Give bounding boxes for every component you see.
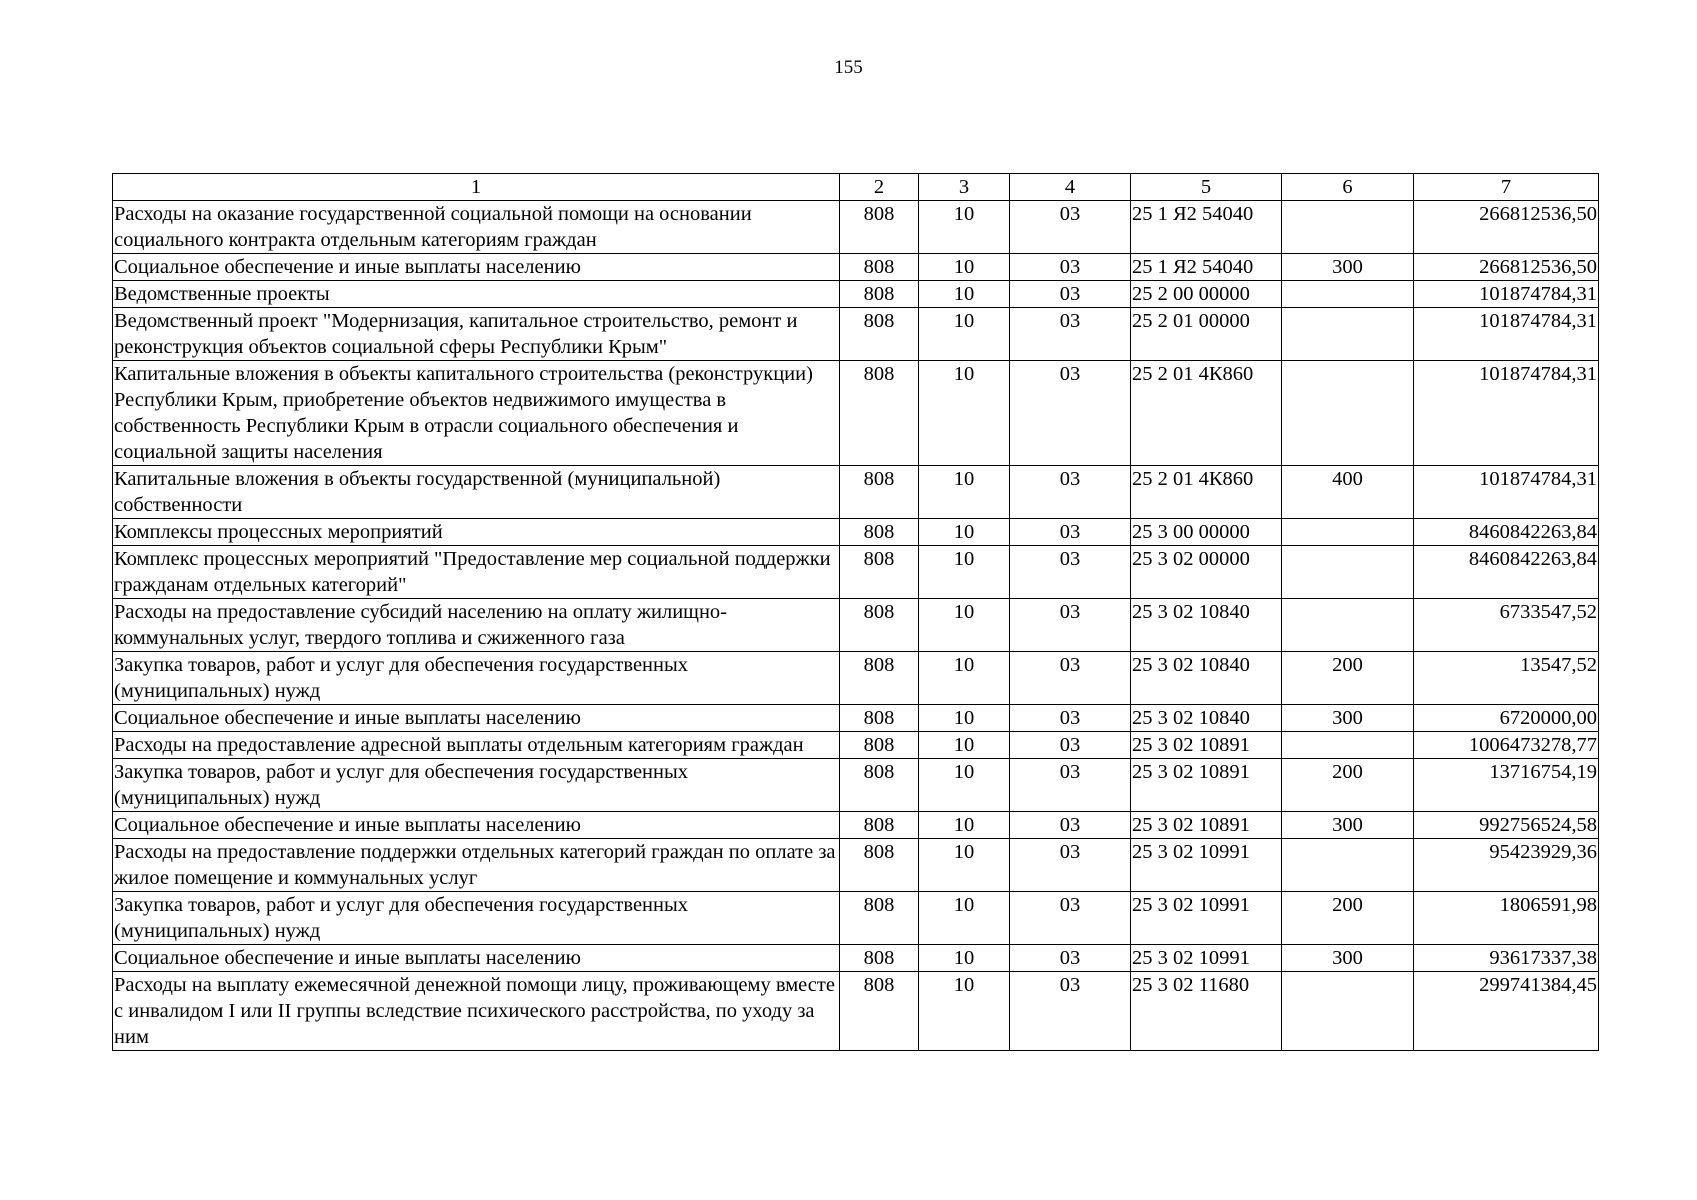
expense-name-cell: Расходы на предоставление поддержки отдельных категорий граждан по оплате за жилое помещение и коммунальных услуг — [113, 839, 840, 892]
section-code-cell: 10 — [919, 308, 1010, 361]
table-row — [113, 652, 1599, 705]
expense-name-cell: Расходы на предоставление адресной выплаты отдельным категориям граждан — [113, 732, 840, 759]
section-code-cell: 10 — [919, 759, 1010, 812]
target-article-cell: 25 3 02 10891 — [1131, 732, 1282, 759]
subsection-code-cell: 03 — [1010, 281, 1131, 308]
expense-name-cell: Комплексы процессных мероприятий — [113, 519, 840, 546]
subsection-code-cell: 03 — [1010, 466, 1131, 519]
subsection-code-cell: 03 — [1010, 732, 1131, 759]
ministry-code-cell: 808 — [840, 892, 919, 945]
ministry-code-cell: 808 — [840, 308, 919, 361]
expense-name-cell: Ведомственные проекты — [113, 281, 840, 308]
expense-type-cell: 200 — [1282, 652, 1414, 705]
target-article-cell: 25 3 00 00000 — [1131, 519, 1282, 546]
expense-name-cell: Расходы на выплату ежемесячной денежной помощи лицу, проживающему вместе с инвалидом I или II группы вследствие психического расстройства, по уходу за ним — [113, 972, 840, 1051]
subsection-code-cell: 03 — [1010, 945, 1131, 972]
table-row — [113, 361, 1599, 466]
amount-cell: 101874784,31 — [1414, 361, 1599, 466]
subsection-code-cell: 03 — [1010, 599, 1131, 652]
expense-name-cell: Социальное обеспечение и иные выплаты населению — [113, 254, 840, 281]
target-article-cell: 25 3 02 10840 — [1131, 705, 1282, 732]
subsection-code-cell: 03 — [1010, 812, 1131, 839]
expense-type-cell: 200 — [1282, 892, 1414, 945]
expense-type-cell — [1282, 732, 1414, 759]
subsection-code-cell: 03 — [1010, 839, 1131, 892]
ministry-code-cell: 808 — [840, 466, 919, 519]
section-code-cell: 10 — [919, 945, 1010, 972]
table-row — [113, 254, 1599, 281]
subsection-code-cell: 03 — [1010, 892, 1131, 945]
ministry-code-cell: 808 — [840, 732, 919, 759]
expense-name-cell: Расходы на предоставление субсидий населению на оплату жилищно-коммунальных услуг, твердого топлива и сжиженного газа — [113, 599, 840, 652]
column-header-4: 4 — [1010, 174, 1131, 201]
subsection-code-cell: 03 — [1010, 519, 1131, 546]
column-header-5: 5 — [1131, 174, 1282, 201]
target-article-cell: 25 2 01 4К860 — [1131, 361, 1282, 466]
table-row — [113, 599, 1599, 652]
expense-name-cell: Капитальные вложения в объекты капитального строительства (реконструкции) Республики Крым, приобретение объектов недвижимого имущества в собственность Республики Крым в отрасли социального обеспечения и социальной защиты населения — [113, 361, 840, 466]
subsection-code-cell: 03 — [1010, 759, 1131, 812]
target-article-cell: 25 2 01 00000 — [1131, 308, 1282, 361]
table-row — [113, 732, 1599, 759]
ministry-code-cell: 808 — [840, 201, 919, 254]
budget-table — [112, 173, 1599, 1051]
expense-type-cell: 300 — [1282, 812, 1414, 839]
target-article-cell: 25 3 02 10840 — [1131, 652, 1282, 705]
section-code-cell: 10 — [919, 281, 1010, 308]
amount-cell: 101874784,31 — [1414, 466, 1599, 519]
table-row — [113, 945, 1599, 972]
target-article-cell: 25 3 02 00000 — [1131, 546, 1282, 599]
column-header-2: 2 — [840, 174, 919, 201]
section-code-cell: 10 — [919, 519, 1010, 546]
expense-type-cell: 400 — [1282, 466, 1414, 519]
subsection-code-cell: 03 — [1010, 361, 1131, 466]
ministry-code-cell: 808 — [840, 972, 919, 1051]
subsection-code-cell: 03 — [1010, 652, 1131, 705]
expense-type-cell — [1282, 599, 1414, 652]
amount-cell: 95423929,36 — [1414, 839, 1599, 892]
expense-name-cell: Закупка товаров, работ и услуг для обеспечения государственных (муниципальных) нужд — [113, 759, 840, 812]
expense-name-cell: Социальное обеспечение и иные выплаты населению — [113, 945, 840, 972]
amount-cell: 992756524,58 — [1414, 812, 1599, 839]
expense-type-cell — [1282, 308, 1414, 361]
table-header-row — [113, 174, 1599, 201]
table-row — [113, 201, 1599, 254]
expense-name-cell: Закупка товаров, работ и услуг для обеспечения государственных (муниципальных) нужд — [113, 892, 840, 945]
ministry-code-cell: 808 — [840, 652, 919, 705]
target-article-cell: 25 3 02 10991 — [1131, 839, 1282, 892]
section-code-cell: 10 — [919, 546, 1010, 599]
amount-cell: 8460842263,84 — [1414, 519, 1599, 546]
expense-type-cell — [1282, 972, 1414, 1051]
section-code-cell: 10 — [919, 361, 1010, 466]
section-code-cell: 10 — [919, 599, 1010, 652]
expense-type-cell — [1282, 519, 1414, 546]
amount-cell: 1806591,98 — [1414, 892, 1599, 945]
subsection-code-cell: 03 — [1010, 201, 1131, 254]
table-row — [113, 812, 1599, 839]
column-header-1: 1 — [113, 174, 840, 201]
table-row — [113, 892, 1599, 945]
expense-type-cell — [1282, 201, 1414, 254]
ministry-code-cell: 808 — [840, 839, 919, 892]
target-article-cell: 25 2 00 00000 — [1131, 281, 1282, 308]
target-article-cell: 25 3 02 10891 — [1131, 759, 1282, 812]
column-header-3: 3 — [919, 174, 1010, 201]
ministry-code-cell: 808 — [840, 254, 919, 281]
amount-cell: 266812536,50 — [1414, 254, 1599, 281]
expense-type-cell: 300 — [1282, 945, 1414, 972]
expense-name-cell: Комплекс процессных мероприятий "Предоставление мер социальной поддержки гражданам отдельных категорий" — [113, 546, 840, 599]
table-row — [113, 972, 1599, 1051]
column-header-7: 7 — [1414, 174, 1599, 201]
section-code-cell: 10 — [919, 652, 1010, 705]
amount-cell: 1006473278,77 — [1414, 732, 1599, 759]
table-row — [113, 759, 1599, 812]
ministry-code-cell: 808 — [840, 759, 919, 812]
amount-cell: 8460842263,84 — [1414, 546, 1599, 599]
table-row — [113, 308, 1599, 361]
section-code-cell: 10 — [919, 972, 1010, 1051]
target-article-cell: 25 3 02 10991 — [1131, 945, 1282, 972]
table-row — [113, 839, 1599, 892]
table-row — [113, 546, 1599, 599]
expense-type-cell — [1282, 546, 1414, 599]
column-header-6: 6 — [1282, 174, 1414, 201]
table-body — [113, 201, 1599, 1051]
section-code-cell: 10 — [919, 466, 1010, 519]
expense-name-cell: Ведомственный проект "Модернизация, капитальное строительство, ремонт и реконструкция объектов социальной сферы Республики Крым" — [113, 308, 840, 361]
page-number: 155 — [834, 57, 863, 78]
subsection-code-cell: 03 — [1010, 308, 1131, 361]
table-row — [113, 519, 1599, 546]
section-code-cell: 10 — [919, 254, 1010, 281]
table-row — [113, 705, 1599, 732]
expense-name-cell: Социальное обеспечение и иные выплаты населению — [113, 812, 840, 839]
target-article-cell: 25 1 Я2 54040 — [1131, 254, 1282, 281]
amount-cell: 101874784,31 — [1414, 308, 1599, 361]
table-row — [113, 281, 1599, 308]
subsection-code-cell: 03 — [1010, 546, 1131, 599]
amount-cell: 13716754,19 — [1414, 759, 1599, 812]
ministry-code-cell: 808 — [840, 945, 919, 972]
target-article-cell: 25 3 02 10840 — [1131, 599, 1282, 652]
section-code-cell: 10 — [919, 705, 1010, 732]
expense-name-cell: Закупка товаров, работ и услуг для обеспечения государственных (муниципальных) нужд — [113, 652, 840, 705]
ministry-code-cell: 808 — [840, 705, 919, 732]
ministry-code-cell: 808 — [840, 281, 919, 308]
section-code-cell: 10 — [919, 732, 1010, 759]
ministry-code-cell: 808 — [840, 361, 919, 466]
target-article-cell: 25 1 Я2 54040 — [1131, 201, 1282, 254]
expense-type-cell: 200 — [1282, 759, 1414, 812]
amount-cell: 299741384,45 — [1414, 972, 1599, 1051]
target-article-cell: 25 3 02 11680 — [1131, 972, 1282, 1051]
section-code-cell: 10 — [919, 201, 1010, 254]
expense-type-cell — [1282, 839, 1414, 892]
amount-cell: 266812536,50 — [1414, 201, 1599, 254]
amount-cell: 6720000,00 — [1414, 705, 1599, 732]
expense-name-cell: Расходы на оказание государственной социальной помощи на основании социального контракта отдельным категориям граждан — [113, 201, 840, 254]
ministry-code-cell: 808 — [840, 546, 919, 599]
expense-type-cell — [1282, 281, 1414, 308]
subsection-code-cell: 03 — [1010, 254, 1131, 281]
amount-cell: 101874784,31 — [1414, 281, 1599, 308]
expense-type-cell: 300 — [1282, 254, 1414, 281]
amount-cell: 13547,52 — [1414, 652, 1599, 705]
ministry-code-cell: 808 — [840, 519, 919, 546]
target-article-cell: 25 3 02 10891 — [1131, 812, 1282, 839]
section-code-cell: 10 — [919, 892, 1010, 945]
expense-type-cell: 300 — [1282, 705, 1414, 732]
target-article-cell: 25 3 02 10991 — [1131, 892, 1282, 945]
target-article-cell: 25 2 01 4К860 — [1131, 466, 1282, 519]
ministry-code-cell: 808 — [840, 599, 919, 652]
amount-cell: 6733547,52 — [1414, 599, 1599, 652]
subsection-code-cell: 03 — [1010, 705, 1131, 732]
amount-cell: 93617337,38 — [1414, 945, 1599, 972]
subsection-code-cell: 03 — [1010, 972, 1131, 1051]
section-code-cell: 10 — [919, 812, 1010, 839]
ministry-code-cell: 808 — [840, 812, 919, 839]
expense-name-cell: Капитальные вложения в объекты государственной (муниципальной) собственности — [113, 466, 840, 519]
expense-type-cell — [1282, 361, 1414, 466]
expense-name-cell: Социальное обеспечение и иные выплаты населению — [113, 705, 840, 732]
section-code-cell: 10 — [919, 839, 1010, 892]
table-row — [113, 466, 1599, 519]
